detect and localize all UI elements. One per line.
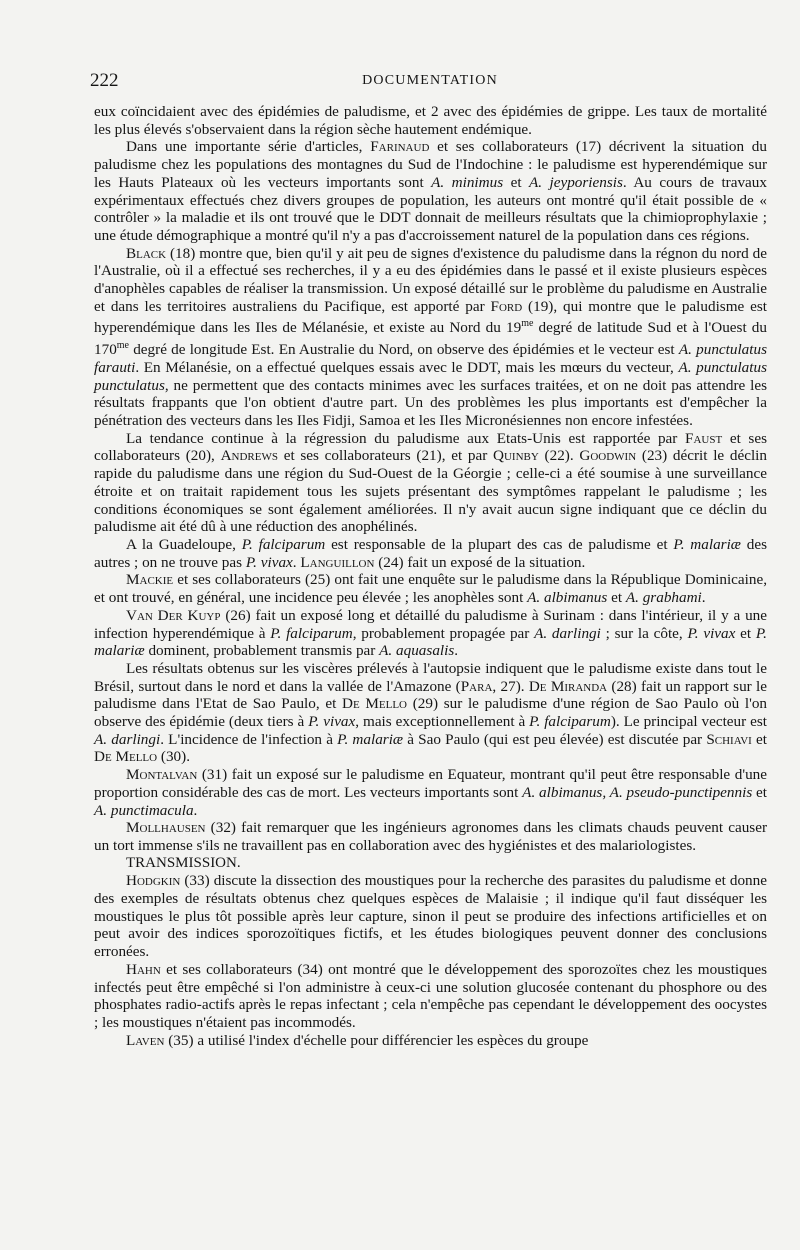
author-name: Ford [490, 297, 523, 315]
species-name: A. punctulatus punctulatus [94, 358, 768, 394]
text-run: et ses collaborateurs (17) décrivent la situation du paludisme chez les populations des montagnes du Sud de l'Indochine : le paludisme est hyperendémique sur les Hauts Plateaux où les vecteurs importants sont [94, 138, 767, 191]
author-name: Goodwin [579, 447, 637, 465]
text-run: . [292, 553, 301, 571]
text-run: (22). [538, 447, 580, 465]
text-run: (24) fait un exposé de la situation. [374, 553, 586, 571]
text-run: , 27). [492, 677, 529, 695]
text-run: et [607, 589, 626, 607]
author-name: Hahn [126, 960, 161, 978]
page-number: 222 [90, 70, 119, 91]
species-name: P. vivax [687, 624, 736, 642]
author-name: Faust [685, 429, 723, 447]
text-run: et [735, 624, 756, 642]
species-name: P. falciparum [241, 536, 326, 553]
text-run: et [751, 730, 767, 748]
text-run: et ses collaborateurs (21), et par [277, 447, 494, 465]
ordinal-suffix: me [116, 340, 129, 352]
text-run: (32) fait remarquer que les ingénieurs agronomes dans les climats chauds peuvent causer un tort immense s'ils ne travaillent pas en collaboration avec des hygiénistes et des malariologistes. [94, 819, 767, 854]
text-run: . [701, 589, 706, 607]
text-run: (23) décrit le déclin rapide du paludisme dans une région du Sud-Ouest de la Géorgie ; celle-ci a été soumise à une surveillance étroite et on traitait rapidement tous les sujets présentant des symptômes rappelant le paludisme ; les conditions économiques se sont également améliorées. Il n'y avait aucun signe indiquant que ce déclin du paludisme ait été dû à une réduction des anophélinés. [94, 447, 767, 536]
author-name: Mackie [126, 571, 174, 589]
section-heading [94, 855, 767, 873]
paragraph [94, 766, 767, 819]
text-run: dominent, probablement transmis par [144, 642, 380, 660]
species-name: P. vivax [245, 553, 293, 571]
author-name: Schiavi [706, 730, 752, 748]
text-run: . [193, 801, 198, 819]
running-head: DOCUMENTATION [362, 73, 498, 88]
species-name: A. aquasalis [379, 642, 455, 660]
text-run: . Au cours de travaux expérimentaux effectués chez divers groupes de population, les auteurs ont montré qu'il était possible de « contrôler » la maladie et ils ont trouvé que le DDT donnait de meilleurs résultats que la chimioprophylaxie ; une étude démographique a montré qu'il n'y a pas d'accroissement naturel de la population dans ces régions. [94, 173, 767, 244]
species-name: P. malariæ [337, 730, 404, 748]
text-run: . En Mélanésie, on a effectué quelques essais avec le DDT, mais les mœurs du vecteur, [135, 358, 679, 376]
text-run: . L'incidence de l'infection à [160, 730, 338, 748]
author-name: Farinaud [370, 138, 430, 156]
text-run: (18) montre que, bien qu'il y ait peu de signes d'existence du paludisme dans la régnon du nord de l'Australie, où il a effectué ses recherches, il y a eu des épidémies dans le passé et il existe plusieurs espèces d'anophèles capables de réaliser la transmission. Un exposé détaillé sur le problème du paludisme en Australie et dans les territoires australiens du Pacifique, est apporté par [94, 244, 767, 315]
text-run: La tendance continue à la régression du paludisme aux Etats-Unis est rapportée par [126, 429, 686, 447]
page-header [90, 70, 770, 92]
text-run: , mais exceptionnellement à [355, 713, 530, 731]
author-name: Hodgkin [126, 872, 181, 890]
text-run: ; sur la côte, [600, 624, 688, 642]
paragraph [94, 536, 767, 571]
paragraph [94, 571, 767, 606]
text-run: degré de latitude Sud et à l'Ouest du 170 [94, 319, 767, 359]
species-name: A. punctulatus farauti [94, 341, 768, 376]
article-body [94, 103, 767, 1049]
species-name: A. albimanus, A. pseudo-punctipennis [522, 783, 753, 801]
author-name: Montalvan [126, 766, 198, 784]
text-run: , ne permettent que des contacts minimes avec les surfaces traitées, et on ne doit pas attendre les résultats frappants que l'on obtient d'autre part. Un des problèmes les plus importants est d'empêcher la pénétration des vecteurs dans les Iles Fidji, Samoa et les Iles Micronésiennes non encore infestées. [94, 376, 767, 430]
species-name: A. minimus [431, 173, 504, 191]
paragraph [94, 430, 767, 536]
species-name: A. darlingi [534, 624, 601, 642]
species-name: P. malariæ [94, 624, 767, 660]
author-name: Andrews [220, 447, 278, 465]
paragraph [94, 245, 767, 430]
author-name: Para [460, 677, 493, 695]
text-run: TRANSMISSION. [126, 854, 241, 871]
species-name: P. falciparum [270, 624, 353, 642]
text-run: (26) fait un exposé long et détaillé du paludisme à Surinam : dans l'intérieur, il y a une infection hyperendémique à [94, 606, 767, 642]
ordinal-suffix: me [521, 318, 534, 330]
text-run: ). Le principal vecteur est [610, 713, 767, 731]
text-run: est responsable de la plupart des cas de paludisme et [325, 536, 674, 553]
paragraph [94, 961, 767, 1032]
text-run: et ses collaborateurs (20), [94, 429, 767, 465]
text-run: . [454, 642, 459, 660]
paragraph [94, 660, 767, 766]
author-name: Mollhausen [126, 819, 206, 837]
text-run: et ses collaborateurs (34) ont montré que le développement des sporozoïtes chez les moustiques infectés peut être empêché si l'on administre à ceux-ci une solution glucosée contenant du phosphore ou des phosphates radio-actifs après le repas infectant ; cela n'empêche pas cependant le développement des oocystes ; les moustiques n'étaient pas incommodés. [94, 960, 767, 1031]
text-run: (28) fait un rapport sur le paludisme dans l'Etat de Sao Paulo, et [94, 677, 767, 713]
text-run: eux coïncidaient avec des épidémies de paludisme, et 2 avec des épidémies de grippe. Les taux de mortalité les plus élevés s'observaient dans la région sèche hautement endémique. [94, 103, 767, 138]
author-name: De Miranda [528, 677, 608, 695]
text-run: et [752, 783, 768, 801]
text-run: et [503, 173, 529, 191]
author-name: De Mello [342, 695, 408, 713]
author-name: De Mello [94, 748, 158, 766]
species-name: A. grabhami [625, 589, 702, 607]
species-name: P. falciparum [529, 713, 611, 731]
text-run: (33) discute la dissection des moustiques pour la recherche des parasites du paludisme et donne des exemples de résultats obtenus chez quelques espèces de Malaisie ; il indique qu'il faut disséquer les moustiques le plus tôt possible après leur capture, sinon il peut se produire des infections artificielles et on peut avoir des indices sporozoïtiques fictifs, et les études biologiques peuvent donner des conclusions erronées. [94, 872, 767, 961]
paragraph-continuation [94, 103, 767, 138]
author-name: Languillon [300, 553, 375, 571]
species-name: A. albimanus [527, 589, 608, 607]
paragraph [94, 872, 767, 961]
species-name: A. jeyporiensis [528, 173, 623, 191]
text-run: (29) sur le paludisme d'une région de Sao Paulo où l'on observe des épidémie (deux tiers à [94, 695, 768, 731]
text-run: (31) fait un exposé sur le paludisme en Equateur, montrant qu'il peut être responsable d'une proportion considérable des cas de mort. Les vecteurs importants sont [94, 766, 767, 801]
species-name: P. malariæ [673, 536, 741, 553]
paragraph [94, 819, 767, 854]
text-run: (19), qui montre que le paludisme est hyperendémique dans les Iles de Mélanésie, et existe au Nord du 19 [94, 297, 767, 337]
paragraph [94, 138, 767, 244]
text-run: , probablement propagée par [352, 624, 535, 642]
species-name: A. darlingi [94, 730, 161, 748]
text-run: à Sao Paulo (qui est peu élevée) est discutée par [403, 730, 707, 748]
text-run: Dans une importante série d'articles, [126, 138, 371, 156]
text-run: degré de longitude Est. En Australie du Nord, on observe des épidémies et le vecteur est [129, 341, 679, 359]
text-run: (35) a utilisé l'index d'échelle pour différencier les espèces du groupe [164, 1031, 589, 1049]
species-name: P. vivax [308, 713, 356, 731]
text-run: (30). [157, 748, 190, 766]
text-run: et ses collaborateurs (25) ont fait une enquête sur le paludisme dans la République Dominicaine, et ont trouvé, en général, une incidence peu élevée ; les anophèles sont [94, 571, 767, 607]
paragraph [94, 607, 767, 660]
author-name: Laven [126, 1031, 165, 1049]
text-run: des autres ; on ne trouve pas [94, 536, 767, 571]
text-run: Les résultats obtenus sur les viscères prélevés à l'autopsie indiquent que le paludisme existe dans tout le Brésil, surtout dans le nord et dans la vallée de l'Amazone ( [94, 659, 767, 695]
text-run: A la Guadeloupe, [126, 536, 242, 553]
author-name: Van Der Kuyp [126, 606, 221, 624]
species-name: A. punctimacula [94, 801, 194, 819]
author-name: Quinby [493, 447, 539, 465]
paragraph [94, 1032, 767, 1050]
author-name: Black [126, 244, 167, 262]
